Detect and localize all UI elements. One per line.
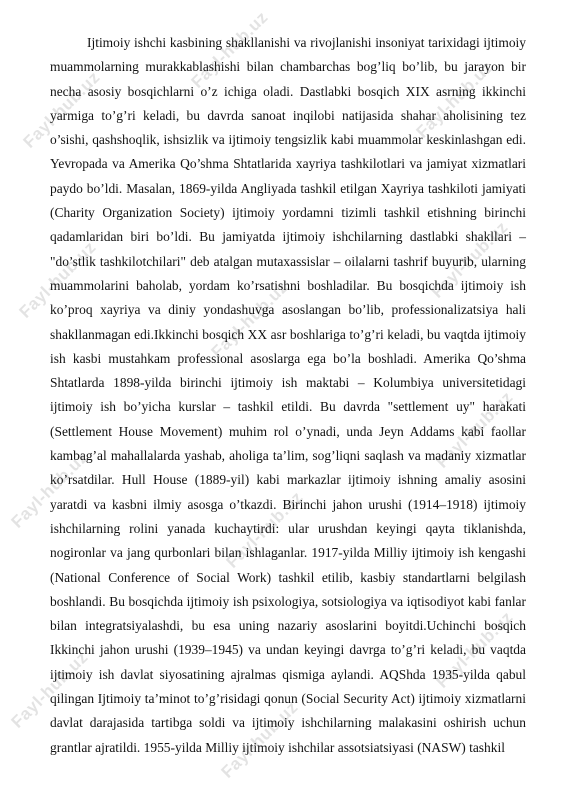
watermark: Fayl-hub.uz — [15, 237, 100, 322]
watermark: Fayl-hub.uz — [187, 7, 272, 92]
watermark: Fayl-hub.uz — [207, 277, 292, 362]
watermark: Fayl-hub.uz — [427, 217, 512, 302]
watermark: Fayl-hub.uz — [412, 57, 497, 142]
body-paragraph: Ijtimoiy ishchi kasbining shakllanishi va rivojlanishi insoniyat tarixidagi ijtimoiy muammolarning murakkablashishi bilan chambarchas bog’liq bo’lib, bu jarayon bir necha asosiy bosqichlarni o’z ichiga oladi. Dastlabki bosqich XIX asrning ikkinchi yarmiga to’g’ri keladi, bu davrda sanoat inqilobi natijasida shahar aholisining tez o’sishi, qashshoqlik, ishsizlik va ijtimoiy tengsizlik kabi muammolar keskinlashgan edi. Yevropada va Amerika Qo’shma Shtatlarida xayriya tashkilotlari va jamiyat xizmatlari paydo bo’ldi. Masalan, 1869-yilda Angliyada tashkil etilgan Xayriya tashkiloti jamiyati (Charity Organization Society) ijtimoiy yordamni tizimli tashkil etishning birinchi qadamlaridan biri bo’ldi. Bu jamiyatda ijtimoiy ishchilarning dastlabki shakllari – "do’stlik tashkilotchilari" deb atalgan mutaxassislar – oilalarni tashrif buyurib, ularning muammolarini baholab, yordam ko’rsatishni boshladilar. Bu bosqichda ijtimoiy ish ko’proq xayriya va diniy yondashuvga asoslangan bo’lib, professionalizatsiya hali shakllanmagan edi.Ikkinchi bosqich XX asr boshlariga to’g’ri keladi, bu vaqtda ijtimoiy ish kasbi mustahkam professional asoslarga ega bo’la boshladi. Amerika Qo’shma Shtatlarda 1898-yilda birinchi ijtimoiy ish maktabi – Kolumbiya universitetidagi ijtimoiy ish bo’yicha kurslar – tashkil etildi. Bu davrda "settlement uy" harakati (Settlement House Movement) muhim rol o’ynadi, unda Jeyn Addams kabi faollar kambag’al mahallalarda yashab, aholiga ta’lim, sog’liqni saqlash va madaniy xizmatlar ko’rsatdilar. Hull House (1889-yil) kabi markazlar ijtimoiy ishning amaliy asosini yaratdi va kasbni ilmiy asosga o’tkazdi. Birinchi jahon urushi (1914–1918) ijtimoiy ishchilarning rolini yanada kuchaytirdi: ular urushdan keyingi qayta tiklanishda, nogironlar va jang qurbonlari bilan ishlaganlar. 1917-yilda Milliy ijtimoiy ish kengashi (National Conference of Social Work) tashkil etilib, kasbiy standartlarni belgilash boshlandi. Bu bosqichda ijtimoiy ish psixologiya, sotsiologiya va iqtisodiyot kabi fanlar bilan integratsiyalashdi, bu esa uning nazariy asoslarini boyitdi.Uchinchi bosqich Ikkinchi jahon urushi (1939–1945) va undan keyingi davrga to’g’ri keladi, bu vaqtda ijtimoiy ish davlat siyosatining ajralmas qismiga aylandi. AQShda 1935-yilda qabul qilingan Ijtimoiy ta’minot to’g’risidagi qonun (Social Security Act) ijtimoiy xizmatlarni davlat darajasida tartibga soldi va ijtimoiy ishchilarning malakasini oshirish uchun grantlar ajratildi. 1955-yilda Milliy ijtimoiy ishchilar assotsiatsiyasi (NASW) tashkil — [50, 35, 526, 755]
watermark: Fayl-hub.uz — [432, 387, 517, 472]
watermark: Fayl-hub.uz — [222, 487, 307, 572]
watermark: Fayl-hub.uz — [432, 607, 517, 692]
watermark: Fayl-hub.uz — [19, 67, 104, 152]
document-body — [50, 31, 526, 760]
watermark: Fayl-hub.uz — [7, 447, 92, 532]
watermark: Fayl-hub.uz — [217, 697, 302, 782]
watermark: Fayl-hub.uz — [7, 647, 92, 732]
